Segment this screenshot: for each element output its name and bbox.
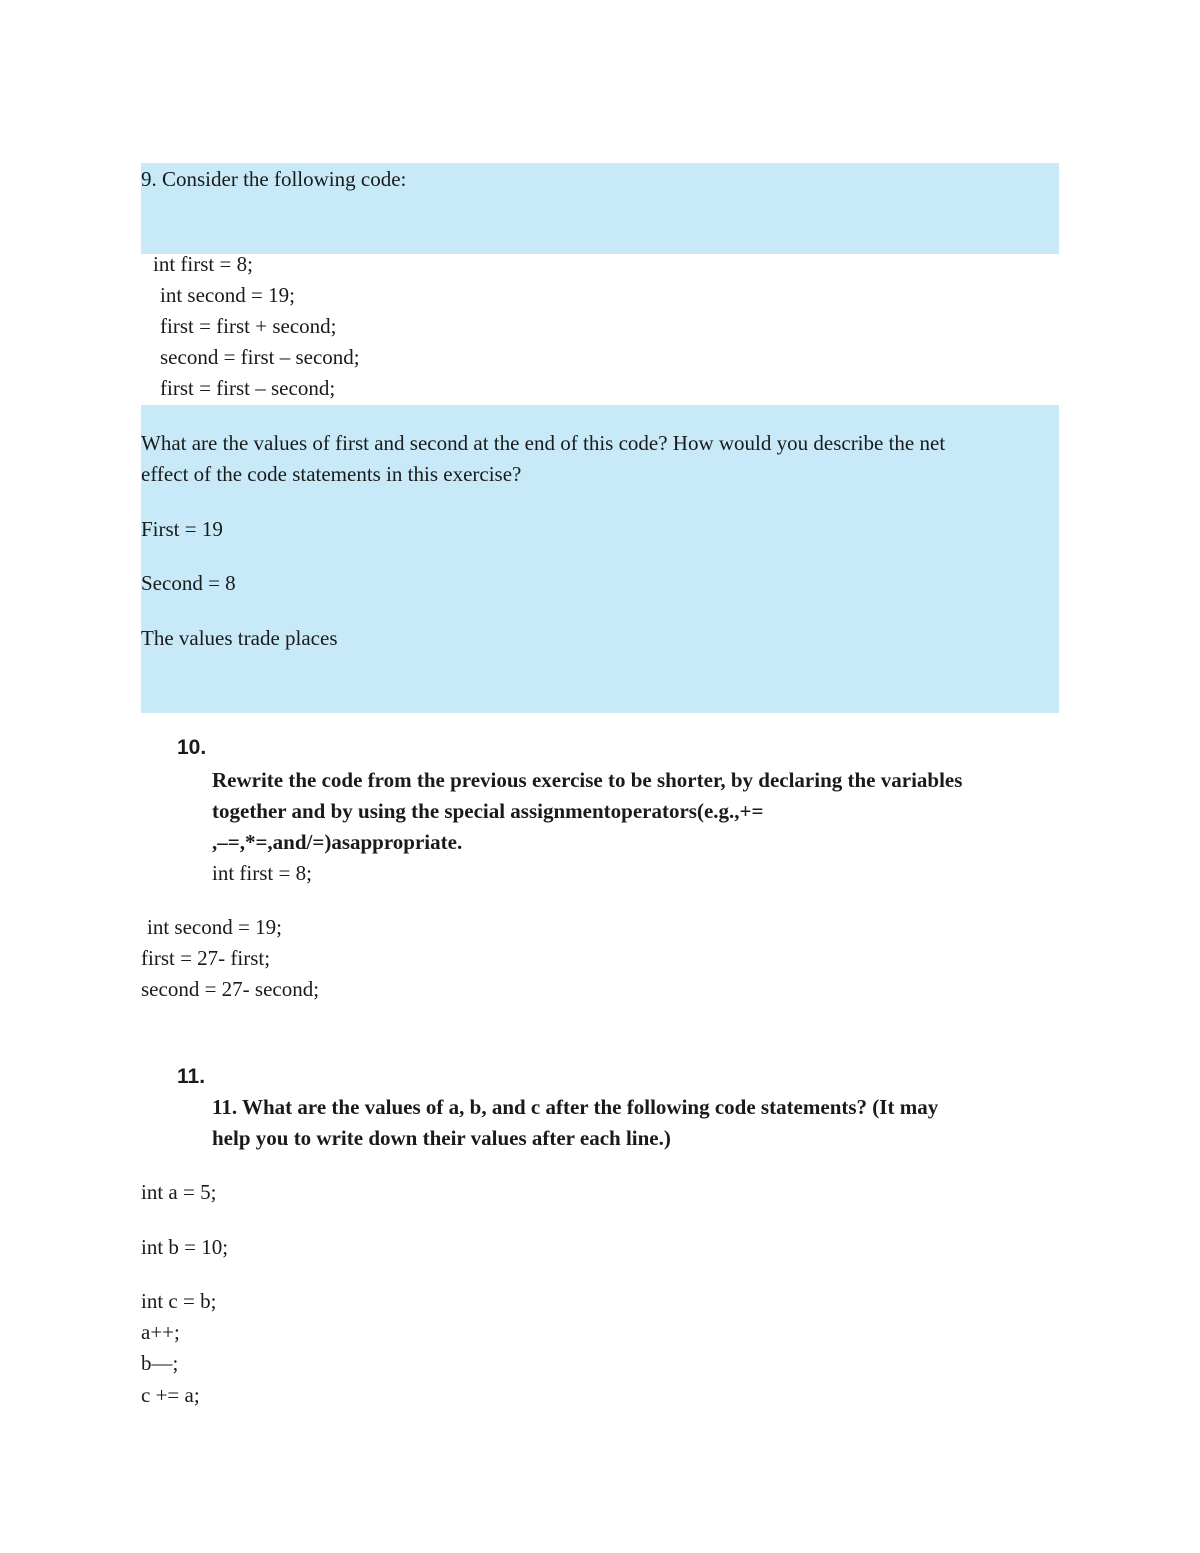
q9-question-line-1: What are the values of first and second at the end of this code? How would you describe the net — [141, 431, 946, 455]
q11-code-line-1: int a = 5; — [141, 1180, 217, 1204]
q11-prompt-line-2: help you to write down their values after each line.) — [212, 1126, 671, 1150]
q9-code-line-4: second = first – second; — [160, 345, 360, 369]
q11-prompt-line-1: 11. What are the values of a, b, and c after the following code statements? (It may — [212, 1095, 939, 1119]
q10-code-line-3: first = 27- first; — [141, 946, 271, 970]
q9-code-line-3: first = first + second; — [160, 314, 337, 338]
q11-code-line-3: int c = b; — [141, 1289, 217, 1313]
q10-prompt-line-3: ,–=,*=,and/=)asappropriate. — [212, 830, 463, 854]
q9-code-line-5: first = first – second; — [160, 376, 336, 400]
q10-prompt-line-1: Rewrite the code from the previous exercise to be shorter, by declaring the variables — [212, 768, 963, 792]
q10-number: 10. — [177, 736, 207, 759]
q10-code-line-4: second = 27- second; — [141, 977, 320, 1001]
q10-prompt-line-2: together and by using the special assignmentoperators(e.g.,+= — [212, 799, 764, 823]
q9-question-line-2: effect of the code statements in this exercise? — [141, 462, 522, 486]
q9-code-line-1: int first = 8; — [153, 252, 253, 276]
q11-code-line-2: int b = 10; — [141, 1235, 229, 1259]
q10-code-line-2: int second = 19; — [147, 915, 282, 939]
q11-number: 11. — [177, 1065, 206, 1088]
q9-answer-first: First = 19 — [141, 517, 223, 541]
q9-answer-second: Second = 8 — [141, 571, 236, 595]
q10-code-line-1: int first = 8; — [212, 861, 312, 885]
q11-code-line-6: c += a; — [141, 1383, 200, 1407]
q9-answer-note: The values trade places — [141, 626, 338, 650]
q9-code-line-2: int second = 19; — [160, 283, 295, 307]
q11-code-line-4: a++; — [141, 1320, 180, 1344]
q9-heading: 9. Consider the following code: — [141, 167, 407, 191]
q11-code-line-5: b—; — [141, 1351, 179, 1375]
